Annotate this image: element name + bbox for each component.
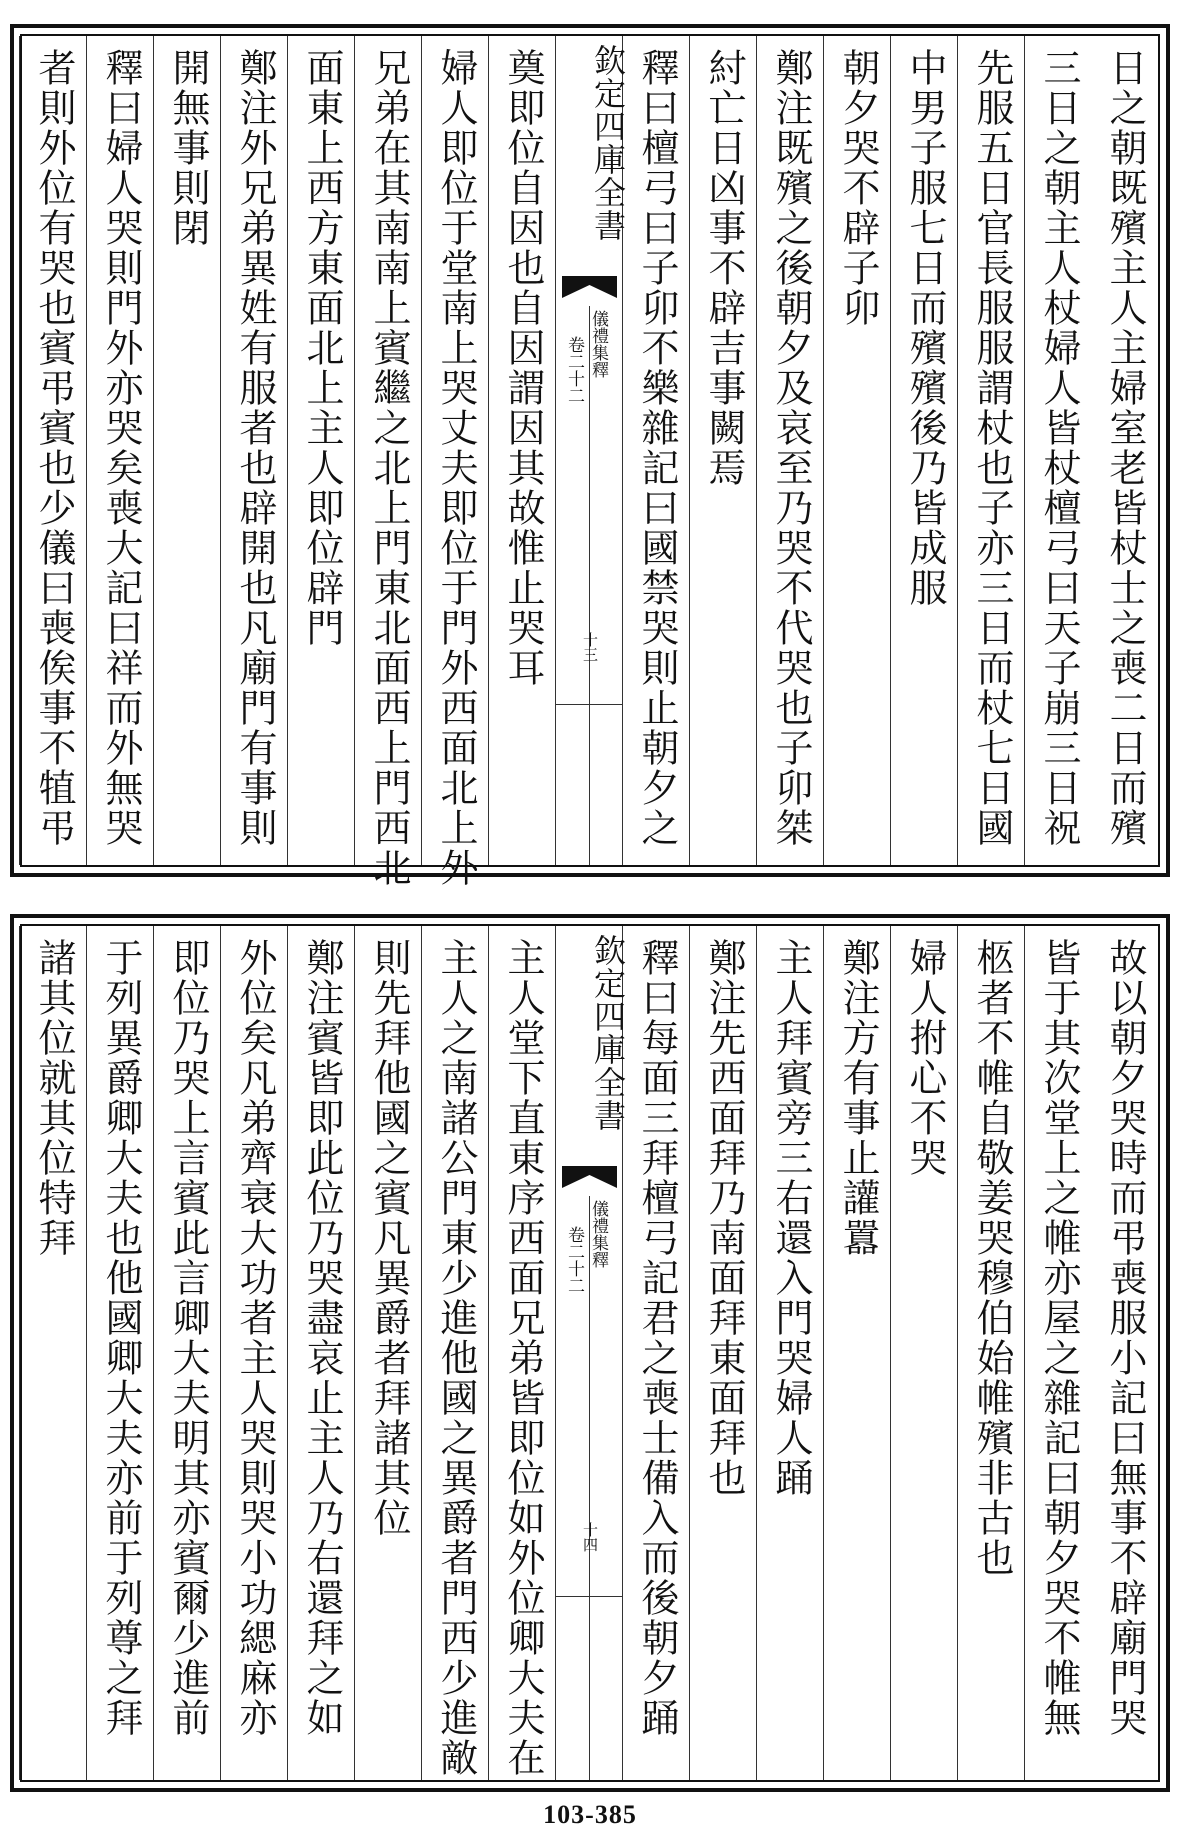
fish-tail-mark-icon	[562, 1166, 617, 1188]
book-title: 儀禮集釋	[588, 1200, 608, 1268]
column-text: 三日之朝主人杖婦人皆杖檀弓曰天子崩三日祝	[1037, 48, 1081, 848]
center-fold-column	[555, 926, 627, 1780]
page-lower-frame	[20, 924, 1160, 1782]
text-column	[1091, 36, 1158, 865]
page-number: 103-385	[543, 1800, 637, 1829]
page-upper-frame	[20, 34, 1160, 888]
column-text: 于列異爵卿大夫也他國卿大夫亦前于列尊之拜	[99, 938, 143, 1738]
text-column	[890, 926, 957, 1780]
column-text: 紂亡日凶事不辟吉事闕焉	[702, 48, 746, 488]
column-text: 主人堂下直東序西面兄弟皆即位如外位卿大夫在	[501, 938, 545, 1778]
column-text: 兄弟在其南南上賓繼之北上門東北面西上門西北	[367, 48, 411, 888]
column-text: 釋曰婦人哭則門外亦哭矣喪大記曰祥而外無哭	[99, 48, 143, 848]
text-column	[19, 36, 86, 865]
text-column	[622, 926, 689, 1780]
column-text: 鄭注先西面拜乃南面拜東面拜也	[702, 938, 746, 1498]
text-column	[86, 926, 153, 1780]
column-text: 皆于其次堂上之帷亦屋之雜記曰朝夕哭不帷無	[1037, 938, 1081, 1738]
text-column	[756, 36, 823, 865]
text-column	[756, 926, 823, 1780]
text-column	[488, 36, 555, 865]
column-text: 中男子服七日而殯殯後乃皆成服	[903, 48, 947, 608]
text-column	[354, 36, 421, 888]
column-text: 先服五日官長服服謂杖也子亦三日而杖七日國	[970, 48, 1014, 848]
text-column	[957, 926, 1024, 1780]
text-column	[823, 926, 890, 1780]
column-text: 諸其位就其位特拜	[32, 938, 76, 1258]
text-column	[220, 36, 287, 865]
text-column	[86, 36, 153, 865]
collection-title: 欽定四庫全書	[589, 934, 627, 1132]
text-column	[622, 36, 689, 865]
book-title: 儀禮集釋	[588, 310, 608, 378]
text-column	[354, 926, 421, 1780]
volume-label: 卷二十二	[564, 1226, 584, 1294]
text-column	[287, 926, 354, 1780]
text-column	[890, 36, 957, 865]
column-text: 則先拜他國之賓凡異爵者拜諸其位	[367, 938, 411, 1538]
column-text: 外位矣凡弟齊衰大功者主人哭則哭小功緦麻亦	[233, 938, 277, 1738]
text-column	[421, 36, 488, 888]
column-text: 日之朝既殯主人主婦室老皆杖士之喪二日而殯	[1103, 48, 1147, 848]
column-text: 鄭注方有事止讙囂	[836, 938, 880, 1258]
text-column	[689, 926, 756, 1780]
text-column	[287, 36, 354, 865]
text-column	[823, 36, 890, 865]
column-text: 開無事則閉	[166, 48, 210, 248]
volume-label: 卷二十二	[564, 336, 584, 404]
leaf-number: 十四	[581, 1522, 599, 1552]
text-column	[153, 36, 220, 865]
column-text: 鄭注外兄弟異姓有服者也辟開也凡廟門有事則	[233, 48, 277, 848]
column-text: 釋曰檀弓曰子卯不樂雜記曰國禁哭則止朝夕之	[635, 48, 679, 848]
center-divider	[589, 1196, 590, 1780]
column-text: 者則外位有哭也賓弔賓也少儀曰喪俟事不犆弔	[32, 48, 76, 848]
text-column	[1091, 926, 1158, 1780]
column-text: 婦人即位于堂南上哭丈夫即位于門外西面北上外	[434, 48, 478, 888]
column-text: 鄭注賓皆即此位乃哭盡哀止主人乃右還拜之如	[300, 938, 344, 1738]
center-rule	[556, 704, 622, 705]
page-upper	[10, 24, 1170, 888]
column-text: 婦人拊心不哭	[903, 938, 947, 1178]
center-rule	[556, 1596, 622, 1597]
text-column	[1024, 36, 1091, 865]
column-text: 即位乃哭上言賓此言卿大夫明其亦賓爾少進前	[166, 938, 210, 1738]
column-text: 故以朝夕哭時而弔喪服小記曰無事不辟廟門哭	[1103, 938, 1147, 1738]
column-text: 朝夕哭不辟子卯	[836, 48, 880, 328]
column-text: 主人之南諸公門東少進他國之異爵者門西少進敵	[434, 938, 478, 1778]
center-fold-column	[555, 36, 627, 865]
text-column	[1024, 926, 1091, 1780]
text-column	[689, 36, 756, 865]
text-column	[220, 926, 287, 1780]
collection-title: 欽定四庫全書	[589, 44, 627, 242]
text-column	[421, 926, 488, 1780]
text-column	[153, 926, 220, 1780]
column-text: 鄭注既殯之後朝夕及哀至乃哭不代哭也子卯桀	[769, 48, 813, 848]
leaf-number: 十三	[581, 632, 599, 662]
center-divider	[589, 306, 590, 865]
column-text: 奠即位自因也自因謂因其故惟止哭耳	[501, 48, 545, 688]
text-column	[957, 36, 1024, 865]
column-text: 主人拜賓旁三右還入門哭婦人踊	[769, 938, 813, 1498]
column-text: 面東上西方東面北上主人即位辟門	[300, 48, 344, 648]
text-column	[19, 926, 86, 1780]
fish-tail-mark-icon	[562, 276, 617, 298]
column-text: 柩者不帷自敬姜哭穆伯始帷殯非古也	[970, 938, 1014, 1578]
column-text: 釋曰每面三拜檀弓記君之喪士備入而後朝夕踊	[635, 938, 679, 1738]
page-lower	[10, 914, 1170, 1792]
text-column	[488, 926, 555, 1780]
